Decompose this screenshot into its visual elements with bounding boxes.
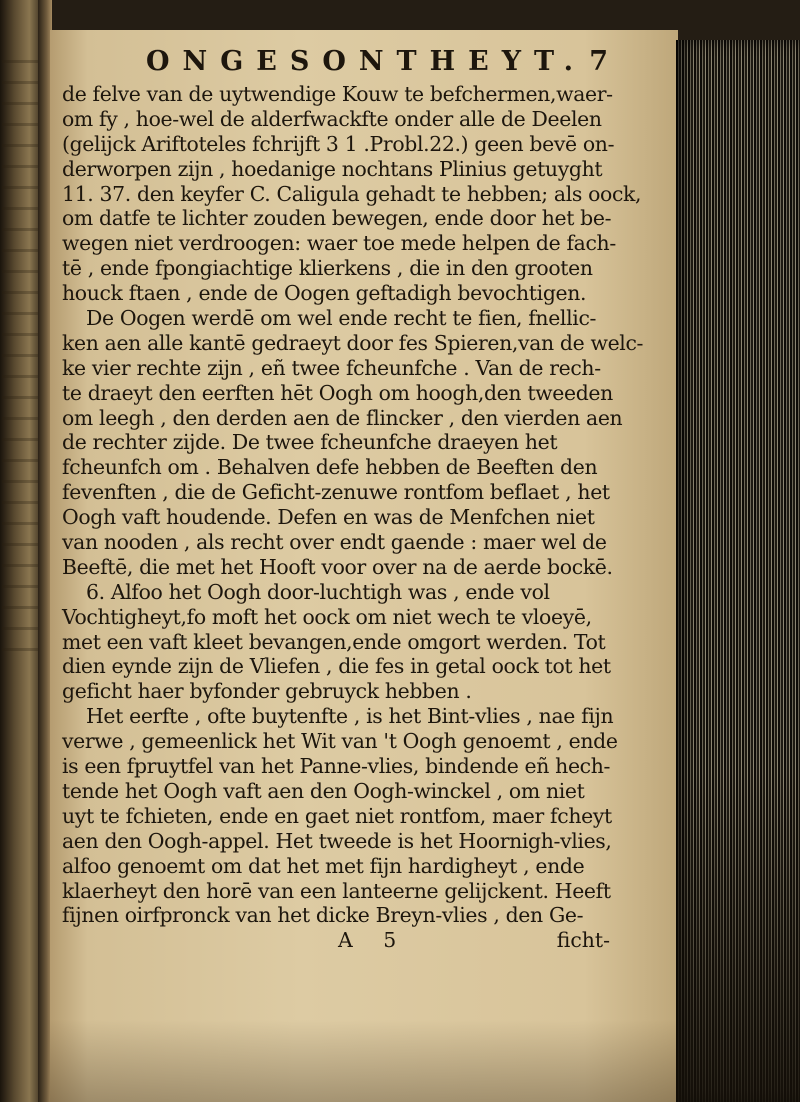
text-line-28: is een fpruytfel van het Panne-vlies, bindende eñ hech- (62, 754, 611, 779)
text-line-1: de felve van de uytwendige Kouw te befchermen,waer- (62, 82, 613, 106)
text-line-22: Vochtigheyt,fo moft het oock om niet wech te vloeyē, (62, 604, 592, 629)
text-line-6: om datfe te lichter zouden bewegen, ende door het be- (62, 206, 612, 231)
text-line-26: Het eerfte , ofte buytenfte , is het Bint-vlies , nae fijn (86, 704, 614, 729)
text-line-13: te draeyt den eerften hēt Oogh om hoogh,den tweeden (62, 380, 613, 405)
text-line-27: verwe , gemeenlick het Wit van 't Oogh genoemt , ende (62, 729, 618, 754)
text-line-10: De Oogen werdē om wel ende recht te fien, fnellic- (86, 306, 597, 331)
text-line-11: ken aen alle kantē gedraeyt door fes Spieren,van de welc- (62, 330, 644, 355)
text-line-16: fcheunfch om . Behalven defe hebben de Beeften den (62, 455, 598, 480)
catchword: ficht- (556, 928, 610, 953)
page-bottom-shade (50, 1020, 676, 1102)
facing-page-edge (0, 0, 42, 1102)
text-line-17: fevenften , die de Geficht-zenuwe rontfom beflaet , het (62, 480, 610, 505)
page-block-edges (676, 40, 800, 1102)
text-line-5: 11. 37. den keyfer C. Caligula gehadt te hebben; als oock, (62, 181, 642, 206)
text-line-7: wegen niet verdroogen: waer toe mede helpen de fach- (62, 231, 616, 256)
text-line-32: alfoo genoemt om dat het met fijn hardigheyt , ende (62, 853, 585, 878)
signature-mark: A 5 (338, 928, 409, 953)
text-line-25: geficht haer byfonder gebruyck hebben . (62, 679, 472, 704)
text-line-14: om leegh , den derden aen de flincker , den vierden aen (62, 405, 623, 430)
text-line-20: Beeftē, die met het Hooft voor over na de aerde bockē. (62, 554, 613, 579)
text-line-21: 6. Alfoo het Oogh door-luchtigh was , ende vol (86, 579, 550, 604)
text-line-31: aen den Oogh-appel. Het tweede is het Hoornigh-vlies, (62, 828, 612, 853)
text-line-4: derworpen zijn , hoedanige nochtans Plinius getuyght (62, 156, 603, 181)
text-line-30: uyt te fchieten, ende en gaet niet rontfom, maer fcheyt (62, 803, 612, 828)
text-line-2: om fy , hoe-wel de alderfwackfte onder alle de Deelen (62, 106, 602, 131)
page-text-block (62, 46, 644, 953)
text-line-3: (gelijck Ariftoteles fchrijft 3 1 .Probl.22.) geen bevē on- (62, 131, 615, 156)
text-line-8: tē , ende fpongiachtige klierkens , die in den grooten (62, 256, 593, 281)
text-line-12: ke vier rechte zijn , eñ twee fcheunfche . Van de rech- (62, 355, 601, 380)
running-title: ONGESONTHEYT. (146, 46, 587, 77)
text-line-34: fijnen oirfpronck van het dicke Breyn-vlies , den Ge- (62, 903, 584, 928)
text-line-18: Oogh vaft houdende. Defen en was de Menfchen niet (62, 505, 595, 530)
text-line-23: met een vaft kleet bevangen,ende omgort werden. Tot (62, 629, 606, 654)
text-line-33: klaerheyt den horē van een lanteerne gelijckent. Heeft (62, 878, 611, 903)
text-line-15: de rechter zijde. De twee fcheunfche draeyen het (62, 430, 558, 455)
running-head (62, 46, 614, 82)
page-number: 7 (589, 46, 608, 77)
text-line-9: houck ftaen , ende de Oogen geftadigh bevochtigen. (62, 281, 587, 306)
text-line-24: dien eynde zijn de Vliefen , die fes in getal oock tot het (62, 654, 611, 679)
page-footer (62, 928, 614, 953)
text-line-19: van nooden , als recht over endt gaende : maer wel de (62, 530, 607, 555)
text-line-29: tende het Oogh vaft aen den Oogh-winckel , om niet (62, 778, 585, 803)
facing-page-text-fragment (2, 60, 38, 660)
